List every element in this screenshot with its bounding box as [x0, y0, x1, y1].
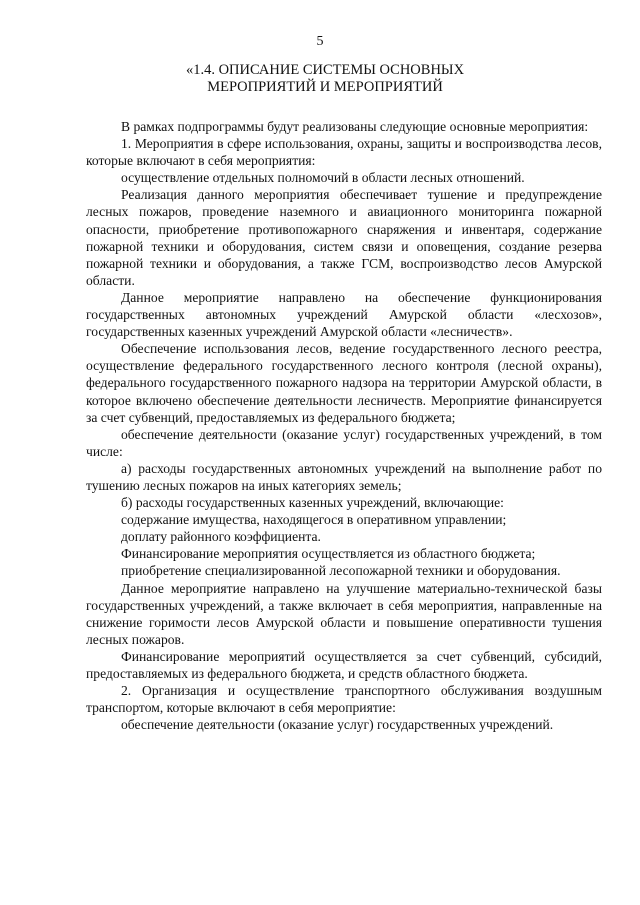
paragraph: Данное мероприятие направлено на обеспечение функционирования государственных автономных учреждений Амурской области «лесхозов», государственных казенных учреждений Амурской области «лесничеств». [86, 289, 602, 340]
paragraph: а) расходы государственных автономных учреждений на выполнение работ по тушению лесных пожаров на иных категориях земель; [86, 460, 602, 493]
paragraph: доплату районного коэффициента. [121, 529, 321, 545]
page-number: 5 [316, 34, 324, 49]
paragraph: 2. Организация и осуществление транспортного обслуживания воздушным транспортом, которые включают в себя мероприятие: [86, 683, 602, 716]
paragraph: содержание имущества, находящегося в оперативном управлении; [121, 512, 507, 528]
paragraph: осуществление отдельных полномочий в области лесных отношений. [121, 170, 525, 186]
paragraph: Обеспечение использования лесов, ведение государственного лесного реестра, осуществление федерального государственного лесного контроля (лесной охраны), федерального государственного пожарного надзора на территории Амурской области, в которое включено обеспечение деятельности лесничеств. Мероприятие финансируется за счет субвенций, предоставляемых из федерального бюджета; [86, 341, 602, 425]
paragraph: 1. Мероприятия в сфере использования, охраны, защиты и воспроизводства лесов, которые включают в себя мероприятия: [86, 136, 602, 169]
paragraph: Финансирование мероприятия осуществляется из областного бюджета; [121, 546, 536, 562]
document-body [86, 118, 602, 733]
paragraph: приобретение специализированной лесопожарной техники и оборудования. [121, 563, 561, 579]
paragraph: б) расходы государственных казенных учреждений, включающие: [121, 495, 504, 511]
paragraph: обеспечение деятельности (оказание услуг) государственных учреждений, в том числе: [86, 426, 602, 459]
paragraph: Данное мероприятие направлено на улучшение материально-технической базы государственных учреждений, а также включает в себя мероприятия, направленные на снижение горимости лесов Амурской области и повышение оперативности тушения лесных пожаров. [86, 580, 602, 647]
paragraph: Финансирование мероприятий осуществляется за счет субвенций, субсидий, предоставляемых из федерального бюджета, и средств областного бюджета. [86, 648, 602, 681]
paragraph: В рамках подпрограммы будут реализованы следующие основные мероприятия: [121, 119, 589, 134]
paragraph: Реализация данного мероприятия обеспечивает тушение и предупреждение лесных пожаров, проведение наземного и авиационного мониторинга пожарной опасности, приобретение противопожарного снаряжения и инвентаря, содержание пожарной техники и оборудования, систем связи и оповещения, создание резерва пожарной техники и оборудования, а также ГСМ, воспроизводство лесов Амурской области. [86, 187, 602, 288]
section-heading: «1.4. ОПИСАНИЕ СИСТЕМЫ ОСНОВНЫХ МЕРОПРИЯТИЙ И МЕРОПРИЯТИЙ [185, 62, 465, 95]
paragraph: обеспечение деятельности (оказание услуг) государственных учреждений. [121, 717, 554, 733]
